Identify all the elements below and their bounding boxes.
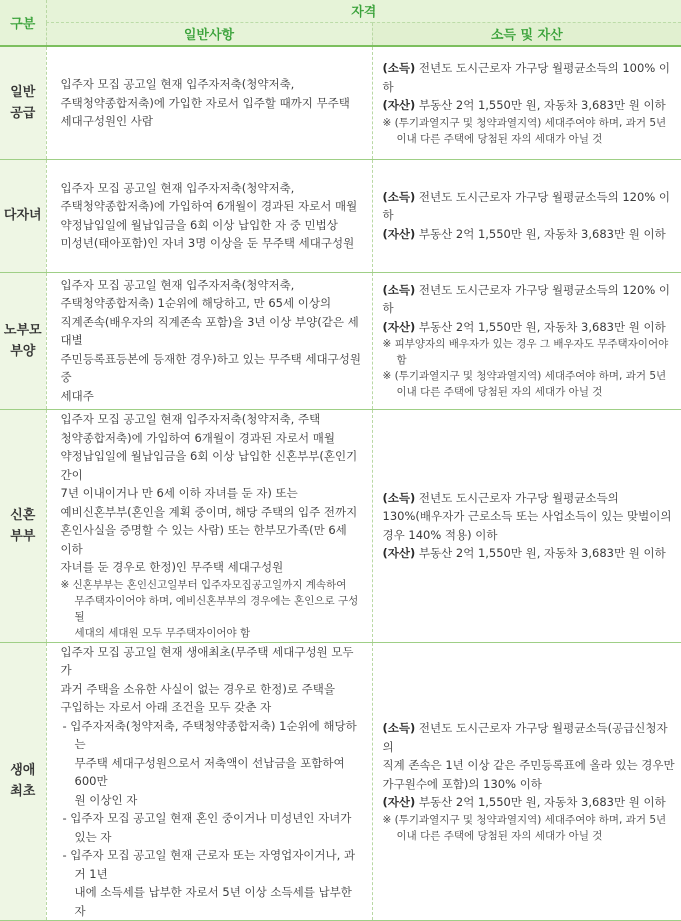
general-cell [46,46,372,159]
asset-text: 부동산 2억 1,550만 원, 자동차 3,683만 원 이하 [415,546,666,560]
general-line: 약정납입일에 월납입금을 6회 이상 납입한 신혼부부(혼인기간이 [60,449,358,482]
general-line: 입주자 모집 공고일 현재 생애최초(무주택 세대구성원 모두가 [60,644,354,677]
income-line [383,59,676,96]
table-row [0,409,681,642]
general-cell [46,272,372,409]
note [383,368,676,400]
note [383,115,676,147]
asset-text: 부동산 2억 1,550만 원, 자동차 3,683만 원 이하 [415,226,666,241]
note [383,812,676,844]
header-category: 구분 [0,0,46,46]
condition-line: - 입주자 모집 공고일 현재 혼인 중이거나 미성년인 자녀가 있는 자 [62,811,352,844]
general-line: 주택청약종합저축) 1순위에 해당하고, 만 65세 이상의 [60,296,332,311]
header-income: 소득 및 자산 [372,22,681,46]
asset-line [383,96,676,115]
income-label: (소득) [382,721,416,735]
row-category [0,159,46,272]
category-text: 부양 [10,343,36,359]
general-line: 주택청약종합저축)에 가입한 자로서 입주할 때까지 무주택 [60,95,350,110]
note-line: ※ 피부양자의 배우자가 있는 경우 그 배우자도 무주택자이어야 함 [382,338,669,367]
general-line: 주택청약종합저축)에 가입하여 6개월이 경과된 자로서 매월 [60,199,358,213]
income-label: (소득) [382,61,416,75]
condition-line: 원 이상인 자 [74,792,138,807]
note-line: ※ 신혼부부는 혼인신고일부터 입주자모집공고일까지 계속하여 [60,578,347,591]
table-row [0,272,681,409]
general-line: 입주자 모집 공고일 현재 입주자저축(청약저축, [60,277,295,292]
condition-item [61,717,362,810]
general-line: 입주자 모집 공고일 현재 입주자저축(청약저축, 주택 [60,412,321,427]
general-line: 주민등록표등본에 등재한 경우)하고 있는 무주택 세대구성원 중 [60,351,361,385]
table-row [0,46,681,159]
asset-text: 부동산 2억 1,550만 원, 자동차 3,683만 원 이하 [415,319,666,334]
category-text: 생애 [10,763,36,779]
condition-line: - 입주자저축(청약저축, 주택청약종합저축) 1순위에 해당하는 [62,718,357,751]
income-label: (소득) [382,282,416,297]
header-qualification: 자격 [46,0,681,22]
header-general: 일반사항 [46,22,372,46]
condition-item [61,809,362,846]
note [61,577,362,641]
asset-label: (자산) [382,795,416,809]
general-line: 청약종합저축)에 가입하여 6개월이 경과된 자로서 매월 [60,430,335,445]
note [383,336,676,368]
table-row [0,642,681,921]
asset-label: (자산) [382,98,416,112]
category-text: 최초 [10,784,36,800]
category-text: 공급 [10,105,36,121]
asset-label: (자산) [382,319,416,334]
general-line: 직계존속(배우자의 직계존속 포함)을 3년 이상 부양(같은 세대별 [60,314,359,348]
note-line: 이내 다른 주택에 당첨된 자의 세대가 아닐 것 [396,386,603,399]
general-line: 세대구성원인 사람 [60,114,154,128]
asset-line [383,793,676,812]
row-category [0,642,46,921]
income-text: 전년도 도시근로자 가구당 월평균소득의 120% 이하 [382,189,671,223]
income-line: 직계 존속은 1년 이상 같은 주민등록표에 올라 있는 경우만 [382,758,675,772]
note-line: 이내 다른 주택에 당첨된 자의 세대가 아닐 것 [396,829,603,842]
note-line: ※ (투기과열지구 및 청약과열지역) 세대주여야 하며, 과거 5년 [382,813,667,826]
income-text: 전년도 도시근로자 가구당 월평균소득(공급신청자의 [382,721,668,754]
note-line: ※ (투기과열지구 및 청약과열지역) 세대주여야 하며, 과거 5년 [382,370,667,383]
condition-line: - 입주자 모집 공고일 현재 근로자 또는 자영업자이거나, 과거 1년 [62,848,356,881]
income-label: (소득) [382,189,416,204]
general-line: 구입하는 자로서 아래 조건을 모두 갖춘 자 [60,700,272,714]
general-line: 미성년(태아포함)인 자녀 3명 이상을 둔 무주택 세대구성원 [60,236,355,250]
general-line: 세대주 [60,388,94,403]
general-cell [46,409,372,642]
row-category [0,409,46,642]
asset-line [383,544,676,563]
income-line [383,188,676,225]
asset-text: 부동산 2억 1,550만 원, 자동차 3,683만 원 이하 [415,98,666,112]
condition-line: 내에 소득세를 납부한 자로서 5년 이상 소득세를 납부한 자 [74,885,352,918]
note-line: ※ (투기과열지구 및 청약과열지역) 세대주여야 하며, 과거 5년 [382,116,667,129]
income-line: 경우 140% 적용) 이하 [382,527,498,542]
condition-line: 무주택 세대구성원으로서 저축액이 선납금을 포함하여 600만 [74,755,345,788]
income-cell [372,409,681,642]
general-line: 입주자 모집 공고일 현재 입주자저축(청약저축, [60,180,295,195]
general-line: 자녀를 둔 경우로 한정)인 무주택 세대구성원 [60,560,284,575]
note-line: 세대의 세대원 모두 무주택자이어야 함 [74,626,251,639]
general-line: 혼인사실을 증명할 수 있는 사람) 또는 한부모가족(만 6세 이하 [60,523,347,556]
asset-text: 부동산 2억 1,550만 원, 자동차 3,683만 원 이하 [415,795,666,809]
income-line [383,719,676,756]
category-text: 신혼 [10,507,36,523]
income-line: 가구원수에 포함)의 130% 이하 [382,776,542,791]
category-text: 다자녀 [3,208,42,223]
income-cell [372,159,681,272]
general-line: 약정납입일에 월납입금을 6회 이상 납입한 자 중 민법상 [60,217,338,232]
asset-line [383,318,676,337]
asset-label: (자산) [382,226,416,241]
income-text: 전년도 도시근로자 가구당 월평균소득의 [415,490,619,505]
income-cell [372,46,681,159]
note-line: 이내 다른 주택에 당첨된 자의 세대가 아닐 것 [396,132,603,145]
income-line [383,281,676,318]
general-cell [46,642,372,921]
category-text: 부부 [10,528,36,544]
row-category [0,272,46,409]
asset-line [383,225,676,244]
general-line: 과거 주택을 소유한 사실이 없는 경우로 한정)로 주택을 [60,681,335,696]
general-line: 예비신혼부부(혼인을 계획 중이며, 해당 주택의 입주 전까지 [60,504,358,519]
category-text: 일반 [10,84,36,100]
income-line: 130%(배우자가 근로소득 또는 사업소득이 있는 맞벌이의 [382,509,672,523]
general-cell [46,159,372,272]
income-cell [372,272,681,409]
income-text: 전년도 도시근로자 가구당 월평균소득의 100% 이하 [382,61,671,94]
asset-label: (자산) [382,546,416,560]
general-line: 7년 이내이거나 만 6세 이하 자녀를 둔 자) 또는 [60,486,298,501]
note-line: 무주택자이어야 하며, 예비신혼부부의 경우에는 혼인으로 구성될 [74,594,359,623]
category-text: 노부모 [3,322,42,338]
condition-item [61,846,362,920]
general-line: 입주자 모집 공고일 현재 입주자저축(청약저축, [60,77,295,91]
income-line [383,489,676,508]
table-row [0,159,681,272]
income-label: (소득) [382,490,416,505]
income-cell [372,642,681,921]
row-category [0,46,46,159]
income-text: 전년도 도시근로자 가구당 월평균소득의 120% 이하 [382,282,671,316]
